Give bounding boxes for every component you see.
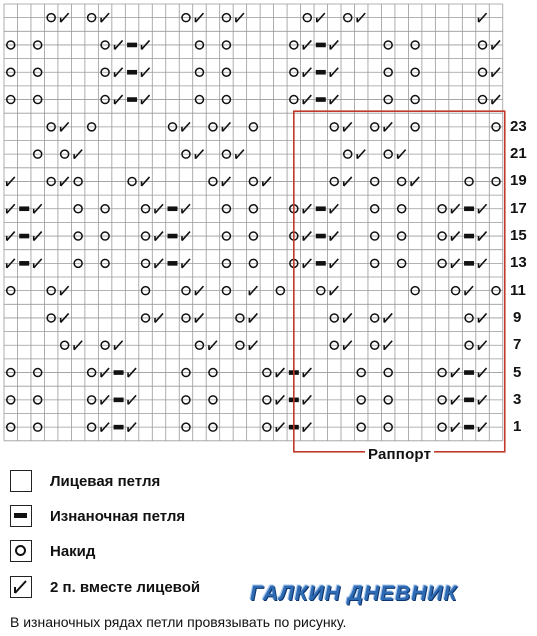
purl-symbol [127,97,137,102]
watermark-text: ГАЛКИН ДНЕВНИК [250,582,458,605]
row-number: 11 [510,281,526,299]
row-number: 17 [510,199,527,217]
chart-grid [4,4,503,441]
legend-label-yarn-over: Накид [50,543,96,560]
row-number: 5 [513,363,522,381]
purl-symbol [168,261,178,266]
legend-label-knit: Лицевая петля [50,473,161,490]
purl-symbol [464,261,474,266]
purl-symbol [464,398,474,403]
legend-item-yarn-over [10,540,310,564]
k2tog-icon [10,576,32,598]
purl-symbol [316,43,326,48]
purl-symbol [464,425,474,430]
purl-symbol [114,370,124,375]
row-number: 9 [513,308,522,326]
row-number: 13 [510,254,527,272]
row-number: 15 [510,227,527,245]
purl-symbol [316,97,326,102]
purl-symbol [168,206,178,211]
row-number: 1 [513,418,522,436]
row-number: 21 [510,145,527,163]
purl-symbol [127,43,137,48]
purl-symbol [168,234,178,239]
repeat-label: Раппорт [365,446,434,463]
purl-symbol [114,425,124,430]
row-number: 7 [513,336,522,354]
purl-symbol [114,398,124,403]
purl-symbol [19,206,29,211]
row-number: 19 [510,172,527,190]
purl-symbol [316,261,326,266]
knit-stitch-icon [10,470,32,492]
purl-symbol [464,206,474,211]
legend-label-k2tog: 2 п. вместе лицевой [50,579,201,596]
legend-label-purl: Изнаночная петля [50,508,186,525]
purl-row-note: В изнаночных рядах петли провязывать по рисунку. [10,614,347,630]
purl-symbol [464,370,474,375]
purl-symbol [316,206,326,211]
purl-symbol [464,234,474,239]
legend-item-purl [10,505,310,529]
row-number: 23 [510,117,527,135]
purl-symbol [19,234,29,239]
purl-symbol [127,70,137,75]
legend-item-knit [10,470,310,494]
purl-stitch-icon [10,505,32,527]
purl-symbol [316,70,326,75]
row-number: 3 [513,390,522,408]
purl-symbol [19,261,29,266]
yarn-over-icon [10,540,32,562]
purl-symbol [316,234,326,239]
